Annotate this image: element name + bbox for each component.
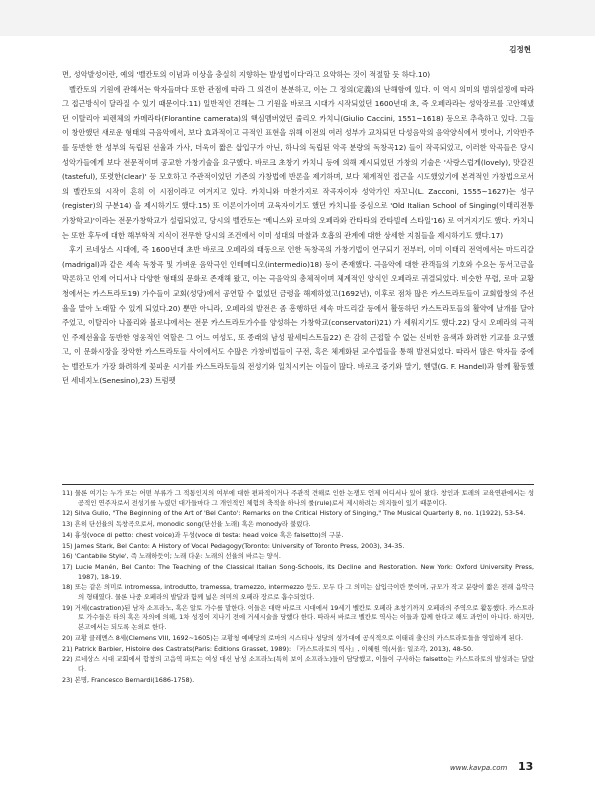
author-name: 김정현 [509, 45, 531, 54]
body-text [62, 68, 534, 389]
footnote: 22) 르네상스 시대 교회에서 합창의 고음역 파트는 여성 대신 남성 소프라노(특히 보이 소프라노)들이 담당했고, 이들이 구사하는 falsetto는 카스트라토의 발성과는 달랐다. [62, 655, 534, 673]
footnote: 15) James Stark, Bel Canto: A History of Vocal Pedagogy(Toronto: University of Toronto Press, 2003), 34-35. [62, 541, 405, 550]
footnote: 19) 거세(castration)된 남자 소프라노, 혹은 알토 가수를 말한다. 이들은 대략 바로크 시대에서 19세기 벨칸토 오페라 초창기까지 오페라의 주역으로 활동했다. 카스트라토 가수들은 타의 혹은 자의에 의해, 1차 성징이 지나기 전에 거세시술을 당했다 한다. 따라서 바로크 벨칸토 역사는 이들과 함께 한다고 해도 과언이 아니다. 하지만, 본고에서는 되도록 논외로 한다. [62, 603, 534, 632]
footnote: 23) 본명, Francesco Bernardi(1686-1758). [62, 675, 195, 684]
footnote: 11) 물론 여기는 누가 또는 어떤 부류가 그 적통인지의 여부에 대한 편파적이거나 주관적 견해로 인한 논쟁도 언제 어디서나 있어 왔다. 창인과 토레의 교육연관에서는 성공적인 연주자로서 전성기를 누렸던 대가들마다 그 개인적인 체험의 축적을 하나의 룰(rule)로서 제시하려는 의지들이 있기 때문이다. [62, 489, 534, 507]
footnote: 13) 흔히 단선율의 독창곡으로서, monodic song(단선율 노래) 혹은 monody라 불렀다. [62, 520, 311, 529]
paragraph: 후기 르네상스 시대에, 즉 1600년대 초반 바로크 오페라의 태동으로 인한 독창곡의 가창기법이 연구되기 전부터, 이미 이태리 전역에서는 마드리갈(madrigal)과 같은 세속 독창곡 및 가벼운 음악극인 인테메디오(intermedio)18) 등이 존재했다. 극음악에 대한 관객들의 기호와 수요는 동서고금을 막론하고 언제 어디서나 다양한 형태의 문화로 존재해 왔고, 이는 극음악의 총체적이며 체계적인 양식인 오페라로 귀결되었다. 비슷한 무렵, 로마 교황청에서는 카스트라토19) 가수들이 교회(성당)에서 공연할 수 없었던 금령을 해제하였고(1692년), 이후로 점차 많은 카스트라토들이 교회합창의 주선율을 맡아 노래할 수 있게 되었다.20) 뿐만 아니라, 오페라의 발전은 좀 흥행하던 세속 마드리갈 등에서 활동하던 카스트라토들의 활약에 날개를 달아주었고, 이탈리아 나폴리와 볼로냐에서는 전문 카스트라토가수를 양성하는 가창학교(conservatori)21) 가 세워지기도 했다.22) 당시 오페라의 극적인 주제선율을 동반한 영웅적인 역할은 그 어느 여성도, 또 종래의 남성 팔세티스트들22) 은 감히 근접할 수 없는 신비한 음색과 화려한 기교를 요구했고, 이 문화시장을 장악한 카스트라토들 사이에서도 수많은 가창비법들이 구전, 혹은 체계화된 교수법들을 통해 발전되었다. 따라서 많은 학자들 중에는 벨칸토가 가장 화려하게 꽃피운 시기를 카스트라토들의 전성기와 일치시키는 이들이 많다. 바로크 중기와 말기, 헨델(G. F. Handel)과 함께 활동했던 세네지노(Senesino),23) 트럼펫 [62, 245, 534, 386]
footnote: 20) 교황 클레멘스 8세(Clemens VIII, 1692~1605)는 교황청 예배당의 로마의 시스티나 성당의 성가대에 공식적으로 이태리 출신의 카스트라토들을 영입하게 된다. [62, 633, 524, 642]
header-band [0, 0, 595, 36]
footnotes [62, 489, 534, 686]
paragraph: 벨칸토의 기원에 관해서는 학자들마다 또한 관점에 따라 그 의견이 분분하고, 이는 그 정의(定義)의 난해함에 있다. 이 역시 의미의 범위설정에 따라 그 접근방식이 달라질 수 있기 때문이다.11) 일반적인 견해는 그 기원을 바로크 시대가 시작되었던 1600년대 초, 즉 오페라라는 성악장르를 고안해냈던 이탈리아 피렌체의 카메라타(Florantine camerata)의 핵심멤버였던 줄리오 카치니(Giulio Caccini, 1551~1618) 등으로 추측하고 있다. 그들이 창안했던 새로운 형태의 극음악에서, 보다 효과적이고 극적인 표현을 위해 이전의 여러 성부가 교차되던 다성음악의 음악양식에서 벗어나, 기악반주를 동반한 한 성부의 독립된 선율과 가사, 더욱이 짧은 삽입구가 아닌, 하나의 독립된 악곡 분량의 독창곡12) 들이 작곡되었고, 이러한 악곡들은 당시 성악가들에게 보다 전문적이며 공교한 가창기술을 요구했다. 바로크 초창기 카치니 등에 의해 제시되었던 가창의 기술은 '사랑스럽게(lovely), 맛갈진(tasteful), 또렷한(clear)' 등 모호하고 주관적이었던 기존의 가창법에 반론을 제기하며, 보다 체계적인 접근을 시도했었기에 본격적인 가창법으로서의 벨칸토의 시작이 흔히 이 시점이라고 여겨지고 있다. 카치니와 마찬가지로 작곡자이자 성악가인 자꼬니(L. Zacconi, 1555~1627)는 성구(register)의 구분14) 을 제시하기도 했다.15) 또 이론이가이며 교육자이기도 했던 카치니를 중심으로 'Old Italian School of Singing(이태리전통가창학교)'이라는 전문가창학교가 설립되었고, 당시의 벨칸토는 '베니스와 로마의 오페라와 칸타타의 칸타빌레 스타일'16) 로 여겨지기도 했다. 카치니는 또한 후두에 대한 해부학적 지식이 전무한 당시의 조건에서 이미 성대의 마찰과 호흡의 관계에 대한 상세한 지침들을 제시하기도 했다.17) [62, 84, 534, 240]
page-number: 13 [518, 760, 534, 773]
footnote: 17) Lucie Manén, Bel Canto: The Teaching of the Classical Italian Song-Schools, its Decline and Restoration. New York: Oxford University Press, 1987), 18-19. [62, 562, 534, 581]
footnote: 12) Silva Gulio, "The Beginning of the Art of 'Bel Canto': Remarks on the Critical History of Singing," The Musical Quarterly 8, no. 1(1922), 53-54. [62, 509, 526, 518]
footnote: 21) Patrick Barbier, Histoire des Castrats(Paris: Éditions Grasset, 1989): 『카스트라토의 역사』, 이혜원 역(서울: 일조각, 2013), 48-50. [62, 644, 474, 653]
footnote: 16) 'Cantabile Style', 즉 노래하듯이; 노래 다운: 노래의 선율의 바르는 양식. [62, 552, 281, 561]
footnote: 18) 또는 같은 의미로 intromessa, introdutto, tramessa, tramezzo, intermezzo 등도. 모두 다 그 의미는 삽입극이란 뜻이며, 규모가 작고 분량이 짧은 전래 음악극의 형태였다. 물론 나중 오페라의 발달과 함께 넓은 의미의 오페라 장르로 흡수되었다. [62, 583, 534, 602]
footer-url: www.kavpa.com [450, 764, 508, 772]
paragraph: 면, 성악발성이란, 예의 '벨칸토의 이념과 이상을 충실히 지향하는 발성법이다'라고 요약하는 것이 적절할 듯 하다.10) [62, 70, 431, 79]
footnote-divider [62, 484, 534, 485]
footnote: 14) 흉성(voce di petto: chest voice)과 두성(voce di testa: head voice 혹은 falsetto)의 구분. [62, 530, 344, 539]
